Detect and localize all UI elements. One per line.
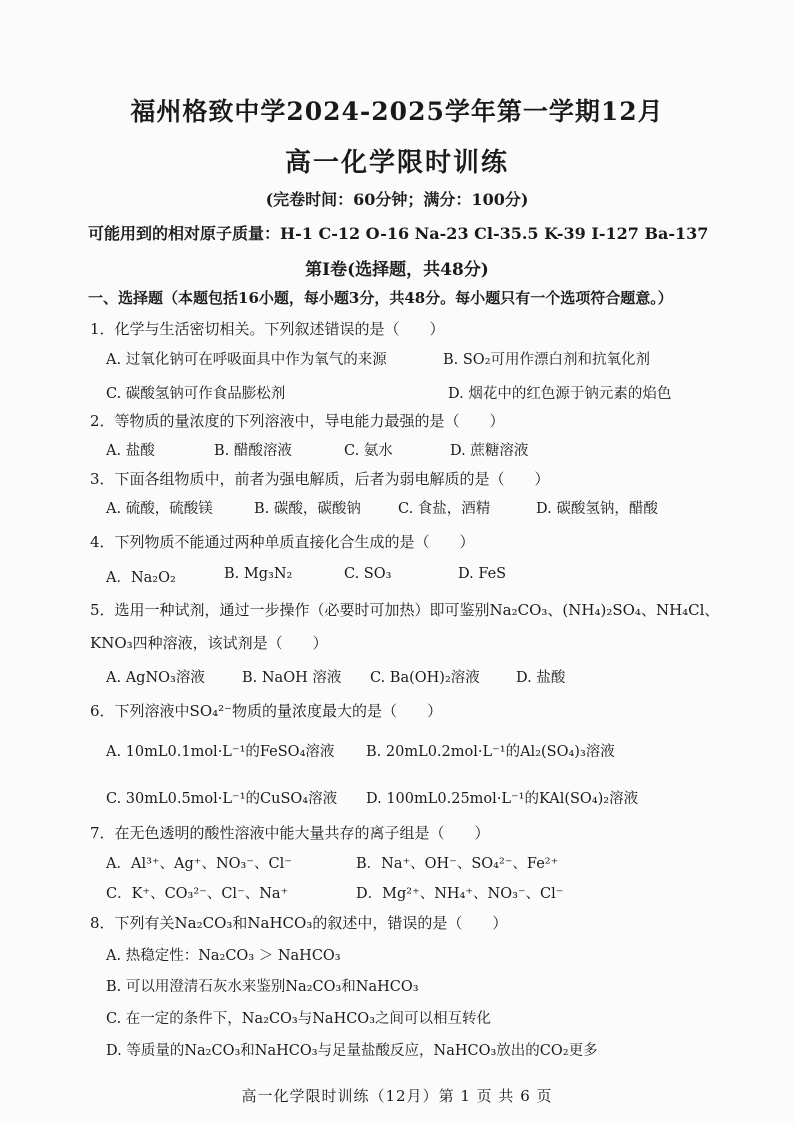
exam-subtitle: 高一化学限时训练: [284, 148, 509, 178]
question-5-option-c: C. Ba(OH)₂溶液: [370, 670, 480, 686]
question-5-option-a: A. AgNO₃溶液: [106, 670, 205, 686]
question-1-option-b: B. SO₂可用作漂白剂和抗氧化剂: [443, 352, 651, 368]
atomic-masses: 可能用到的相对原子质量：H-1 C-12 O-16 Na-23 Cl-35.5 K-39 I-127 Ba-137: [88, 224, 709, 243]
question-3-option-b: B. 碳酸，碳酸钠: [254, 501, 361, 517]
question-6-option-d: D. 100mL0.25mol·L⁻¹的KAl(SO₄)₂溶液: [366, 791, 639, 807]
question-8-option-d: D. 等质量的Na₂CO₃和NaHCO₃与足量盐酸反应，NaHCO₃放出的CO₂更多: [106, 1043, 598, 1059]
question-7-option-d: D．Mg²⁺、NH₄⁺、NO₃⁻、Cl⁻: [356, 886, 564, 902]
question-2-option-c: C. 氨水: [344, 443, 393, 459]
time-info: (完卷时间：60分钟；满分：100分): [265, 190, 529, 209]
question-5-stem-continued: KNO₃四种溶液，该试剂是（ ）: [90, 634, 328, 652]
question-8-option-c: C. 在一定的条件下，Na₂CO₃与NaHCO₃之间可以相互转化: [106, 1011, 492, 1027]
question-4-stem: 4．下列物质不能通过两种单质直接化合生成的是（ ）: [90, 533, 475, 551]
question-6-stem: 6．下列溶液中SO₄²⁻物质的量浓度最大的是（ ）: [90, 702, 443, 720]
question-7-stem: 7．在无色透明的酸性溶液中能大量共存的离子组是（ ）: [90, 824, 490, 842]
question-6-option-a: A. 10mL0.1mol·L⁻¹的FeSO₄溶液: [106, 744, 335, 760]
question-2-option-a: A. 盐酸: [106, 443, 155, 459]
question-4-option-c: C. SO₃: [344, 566, 392, 582]
question-2-stem: 2．等物质的量浓度的下列溶液中，导电能力最强的是（ ）: [90, 412, 505, 430]
page-footer: 高一化学限时训练（12月）第 1 页 共 6 页: [241, 1087, 553, 1105]
question-5-option-d: D. 盐酸: [516, 670, 566, 686]
question-1-option-c: C. 碳酸氢钠可作食品膨松剂: [106, 386, 286, 402]
question-6-option-c: C. 30mL0.5mol·L⁻¹的CuSO₄溶液: [106, 791, 338, 807]
question-3-stem: 3．下面各组物质中，前者为强电解质，后者为弱电解质的是（ ）: [90, 470, 550, 488]
question-3-option-d: D. 碳酸氢钠，醋酸: [536, 501, 658, 517]
question-1-option-a: A. 过氧化钠可在呼吸面具中作为氧气的来源: [106, 352, 387, 368]
question-2-option-b: B. 醋酸溶液: [214, 443, 292, 459]
question-7-option-a: A．Al³⁺、Ag⁺、NO₃⁻、Cl⁻: [106, 856, 292, 872]
question-8-stem: 8．下列有关Na₂CO₃和NaHCO₃的叙述中，错误的是（ ）: [90, 914, 508, 932]
section-title: 第Ⅰ卷(选择题，共48分): [305, 260, 489, 280]
question-4-option-a: A．Na₂O₂: [106, 570, 176, 586]
question-4-option-d: D. FeS: [458, 566, 507, 582]
question-7-option-c: C．K⁺、CO₃²⁻、Cl⁻、Na⁺: [106, 886, 289, 902]
question-4-option-b: B. Mg₃N₂: [224, 566, 293, 582]
question-6-option-b: B. 20mL0.2mol·L⁻¹的Al₂(SO₄)₃溶液: [366, 744, 615, 760]
question-5-stem: 5．选用一种试剂，通过一步操作（必要时可加热）即可鉴别Na₂CO₃、(NH₄)₂SO₄、NH₄Cl、: [90, 601, 720, 619]
section-instruction: 一、选择题（本题包括16小题，每小题3分，共48分。每小题只有一个选项符合题意。）: [88, 289, 673, 307]
exam-title: 福州格致中学2024-2025学年第一学期12月: [130, 97, 664, 126]
question-7-option-b: B．Na⁺、OH⁻、SO₄²⁻、Fe²⁺: [356, 856, 559, 872]
question-8-option-b: B. 可以用澄清石灰水来鉴别Na₂CO₃和NaHCO₃: [106, 979, 419, 995]
question-5-option-b: B. NaOH 溶液: [242, 670, 342, 686]
question-1-stem: 1．化学与生活密切相关。下列叙述错误的是（ ）: [90, 320, 445, 338]
question-3-option-a: A. 硫酸，硫酸镁: [106, 501, 213, 517]
question-2-option-d: D. 蔗糖溶液: [450, 443, 529, 459]
question-1-option-d: D. 烟花中的红色源于钠元素的焰色: [448, 386, 672, 402]
question-3-option-c: C. 食盐，酒精: [398, 501, 491, 517]
question-8-option-a: A. 热稳定性：Na₂CO₃ ＞ NaHCO₃: [106, 948, 341, 964]
